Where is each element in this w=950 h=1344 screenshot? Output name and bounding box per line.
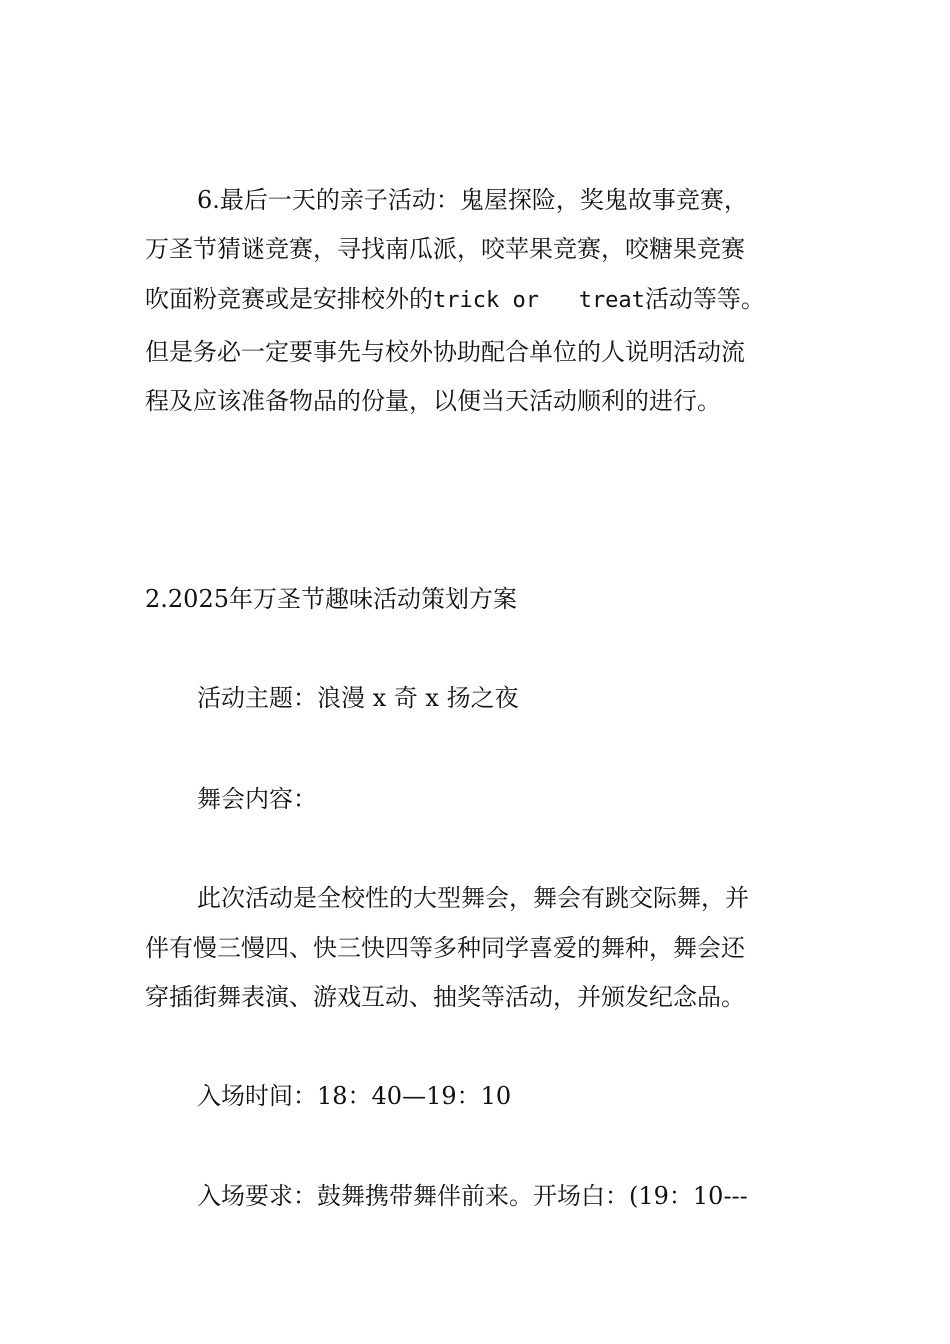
dance-paragraph-line-3: 穿插街舞表演、游戏互动、抽奖等活动，并颁发纪念品。	[145, 983, 745, 1011]
dance-paragraph-line-2: 伴有慢三慢四、快三快四等多种同学喜爱的舞种，舞会还	[145, 934, 745, 962]
trick-or-treat-text: trick or treat	[433, 288, 645, 313]
entry-time-line: 入场时间：18：40—19：10	[197, 1082, 512, 1110]
entry-requirement-line: 入场要求：鼓舞携带舞伴前来。开场白：(19：10---	[197, 1182, 748, 1210]
theme-line: 活动主题：浪漫 x 奇 x 扬之夜	[197, 684, 519, 712]
activities-paragraph-line-1: 6.最后一天的亲子活动：鬼屋探险，奖鬼故事竞赛，	[197, 186, 748, 214]
dance-content-label: 舞会内容：	[197, 785, 317, 813]
activities-line-3-before-english: 吹面粉竞赛或是安排校外的	[145, 285, 433, 313]
activities-paragraph-line-3	[145, 284, 765, 316]
activities-line-3-after-english: 活动等等。	[644, 285, 765, 313]
dance-paragraph-line-1: 此次活动是全校性的大型舞会，舞会有跳交际舞，并	[197, 884, 749, 912]
activities-paragraph-line-2: 万圣节猜谜竞赛，寻找南瓜派，咬苹果竞赛，咬糖果竞赛	[145, 235, 745, 263]
activities-paragraph-line-5: 程及应该准备物品的份量，以便当天活动顺利的进行。	[145, 387, 721, 415]
section-heading: 2.2025年万圣节趣味活动策划方案	[145, 585, 517, 613]
activities-paragraph-line-4: 但是务必一定要事先与校外协助配合单位的人说明活动流	[145, 338, 745, 366]
